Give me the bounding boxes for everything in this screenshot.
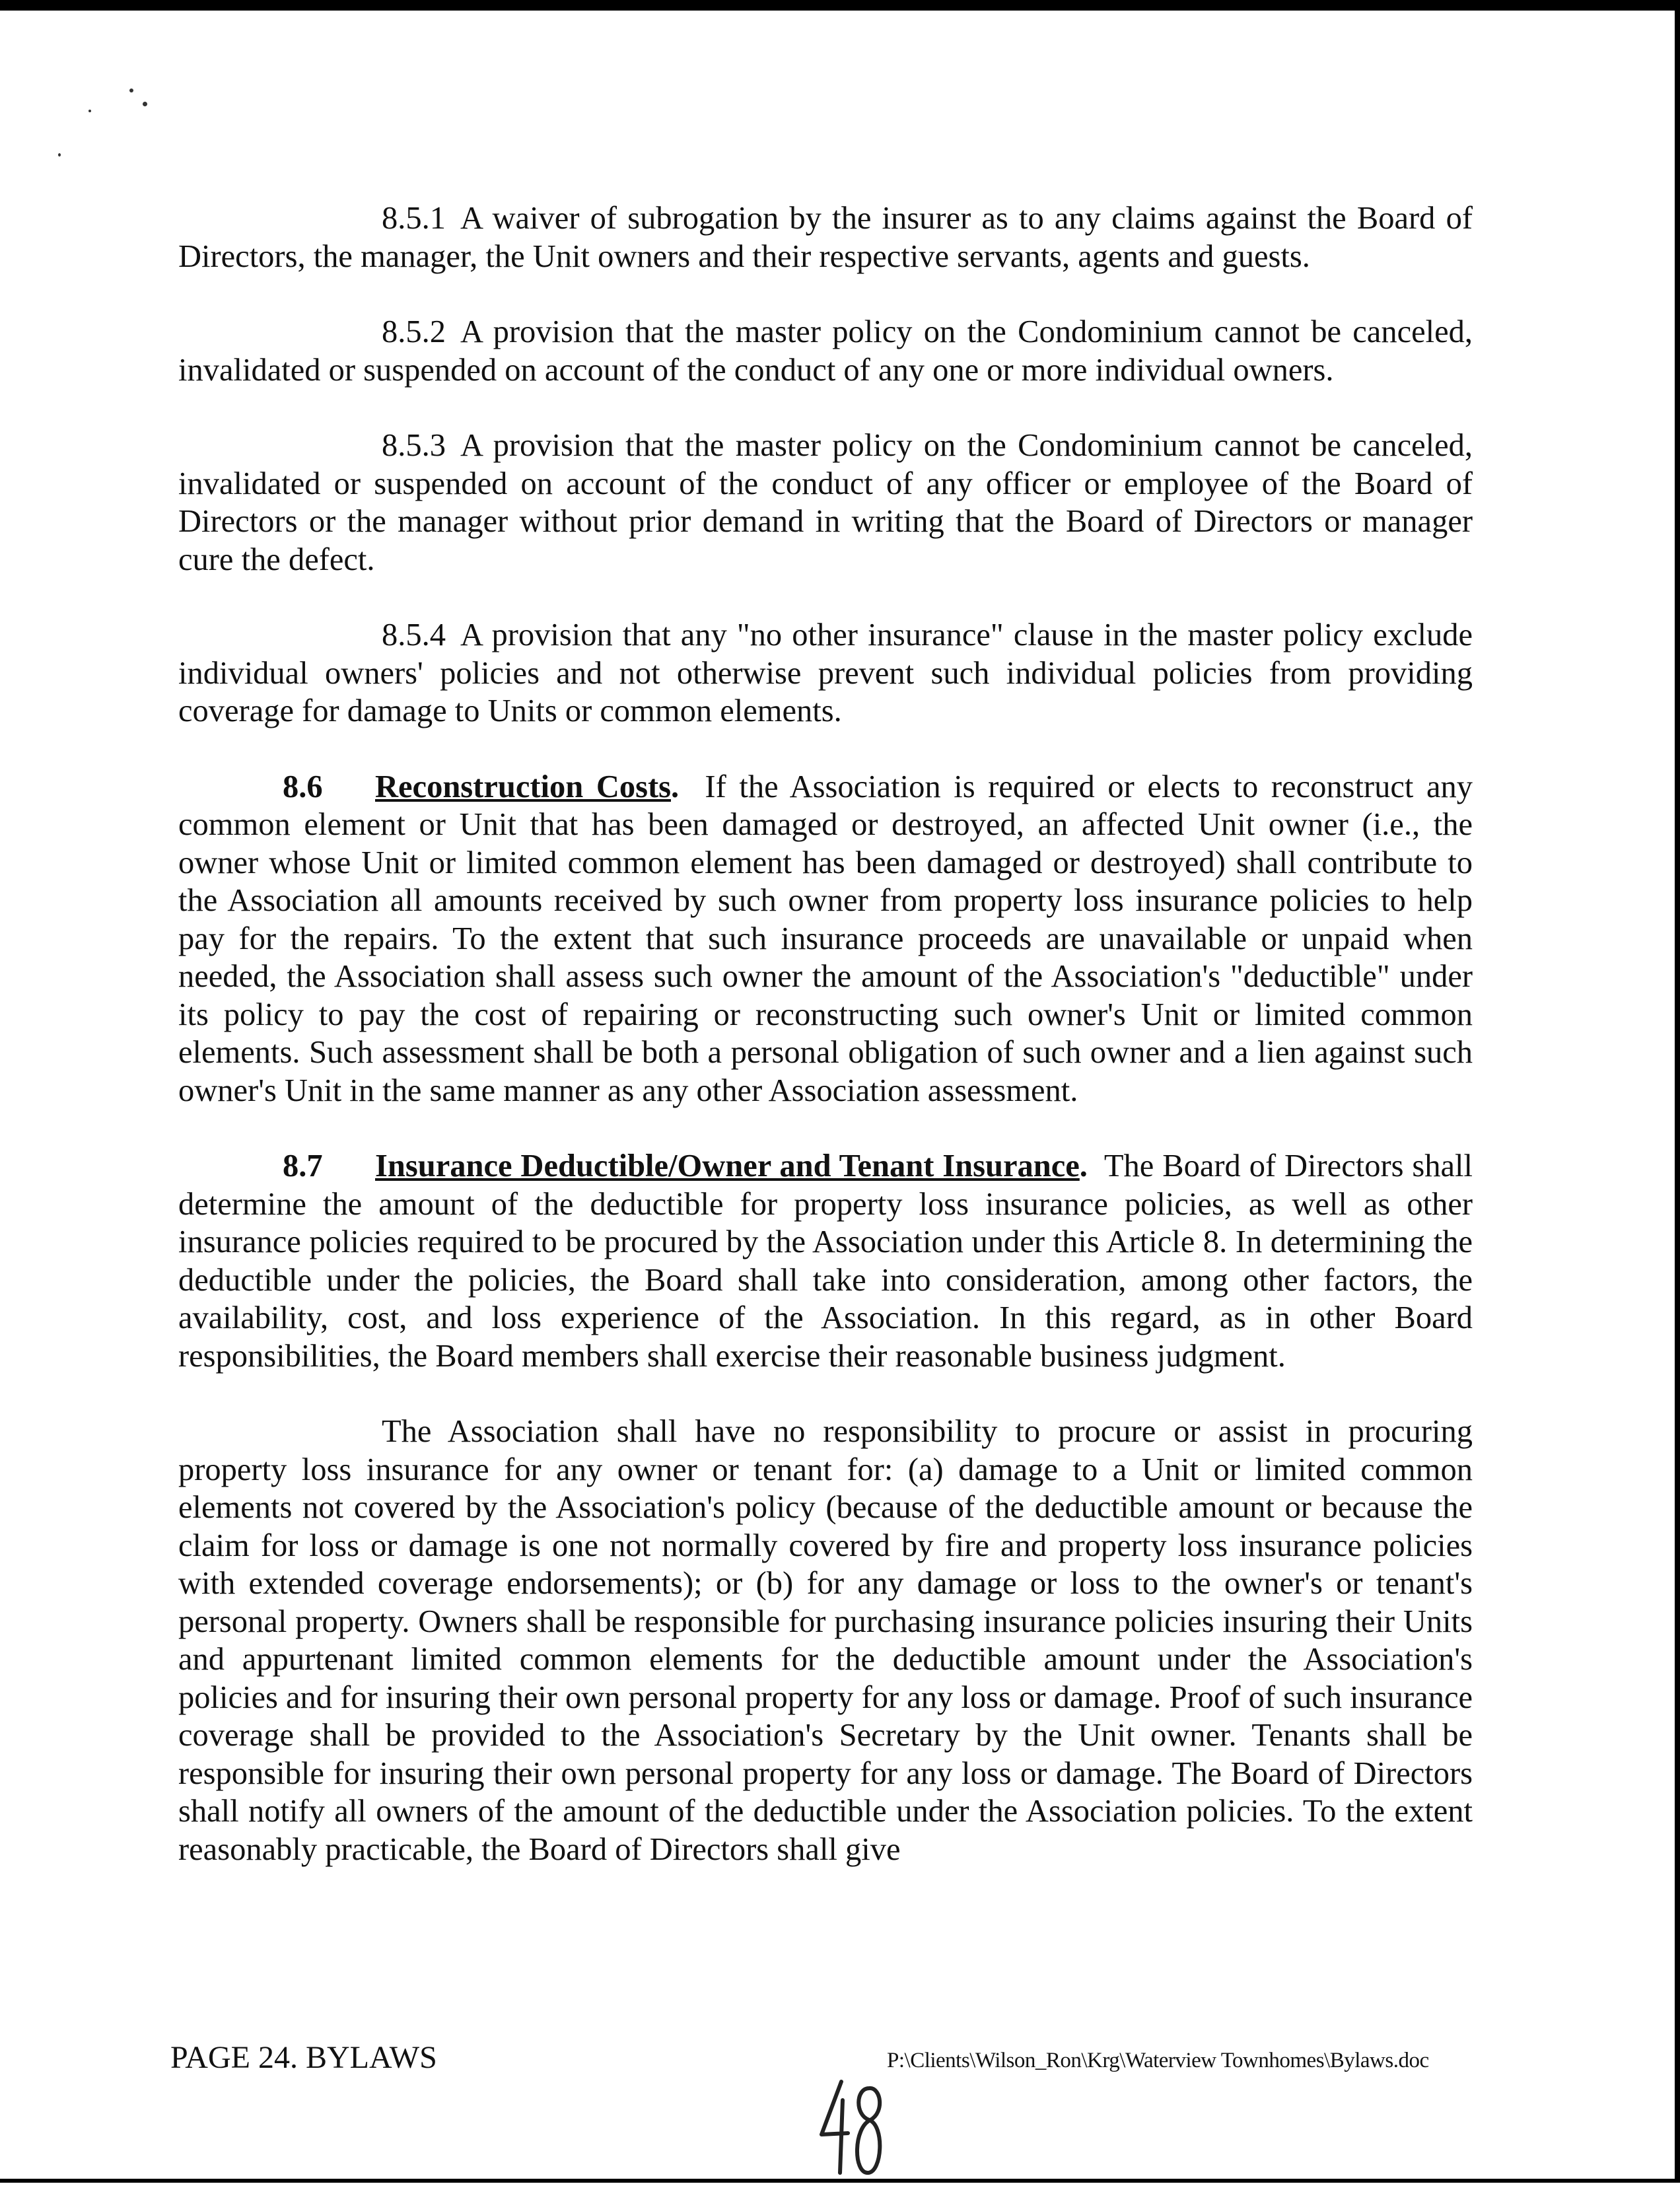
section-8-5-1 — [178, 199, 1473, 275]
section-text: The Board of Directors shall determine the amount of the deductible for property loss insurance policies, as well as other insurance policies required to be procured by the Association under this Article 8. In determining the deductible under the policies, the Board shall take into consideration, among other factors, the availability, cost, and loss experience of the Association. In this regard, as in other Board responsibilities, the Board members shall exercise their reasonable business judgment. — [178, 1148, 1473, 1374]
page-label: PAGE 24. BYLAWS — [170, 2040, 437, 2075]
section-number: 8.5.3 — [382, 428, 446, 463]
section-8-7-continuation — [178, 1413, 1473, 1868]
section-title: Insurance Deductible/Owner and Tenant Insurance — [375, 1148, 1080, 1183]
section-number: 8.5.4 — [382, 617, 446, 652]
section-8-7: 8.7 Insurance Deductible/Owner and Tenant Insurance. The Board of Directors shall determine the amount of the deductible for property loss insurance policies, as well as other insurance policies required to be procured by the Association under this Article 8. In determining the deductible under the policies, the Board shall take into consideration, among other factors, the availability, cost, and loss experience of the Association. In this regard, as in other Board responsibilities, the Board members shall exercise their reasonable business judgment. — [178, 1148, 1473, 1374]
file-path: P:\Clients\Wilson_Ron\Krg\Waterview Townhomes\Bylaws.doc — [887, 2049, 1429, 2072]
scan-border-right — [1675, 0, 1680, 2183]
section-number: 8.5.1 — [382, 201, 446, 236]
section-number: 8.6 — [283, 769, 323, 804]
section-8-5-3 — [178, 427, 1473, 579]
section-text: If the Association is required or elects to reconstruct any common element or Unit that has been damaged or destroyed, an affected Unit owner (i.e., the owner whose Unit or limited common element has been damaged or destroyed) shall contribute to the Association all amounts received by such owner from property loss insurance policies to help pay for the repairs. To the extent that such insurance proceeds are unavailable or unpaid when needed, the Association shall assess such owner the amount of the Association's "deductible" under its policy to pay the cost of repairing or reconstructing such owner's Unit or limited common elements. Such assessment shall be both a personal obligation of such owner and a lien against such owner's Unit in the same manner as any other Association assessment. — [178, 769, 1473, 1108]
section-text: A waiver of subrogation by the insurer as to any claims against the Board of Directors, the manager, the Unit owners and their respective servants, agents and guests. — [178, 201, 1473, 274]
section-8-6: 8.6 Reconstruction Costs. If the Association is required or elects to reconstruct any common element or Unit that has been damaged or destroyed, an affected Unit owner (i.e., the owner whose Unit or limited common element has been damaged or destroyed) shall contribute to the Association all amounts received by such owner from property loss insurance policies to help pay for the repairs. To the extent that such insurance proceeds are unavailable or unpaid when needed, the Association shall assess such owner the amount of the Association's "deductible" under its policy to pay the cost of repairing or reconstructing such owner's Unit or limited common elements. Such assessment shall be both a personal obligation of such owner and a lien against such owner's Unit in the same manner as any other Association assessment. — [178, 769, 1473, 1108]
section-number: 8.5.2 — [382, 314, 446, 349]
scan-speck — [58, 153, 61, 157]
section-text: A provision that any "no other insurance" clause in the master policy exclude individual owners' policies and not otherwise prevent such individual policies from providing coverage for damage to Units or common elements. — [178, 617, 1473, 728]
section-text: A provision that the master policy on the Condominium cannot be canceled, invalidated or suspended on account of the conduct of any one or more individual owners. — [178, 314, 1473, 388]
document-body — [178, 199, 1473, 1906]
section-title: Reconstruction Costs — [375, 769, 672, 804]
section-8-5-2 — [178, 313, 1473, 389]
scan-border-top — [0, 0, 1680, 11]
scan-speck — [129, 88, 133, 92]
section-text: A provision that the master policy on the Condominium cannot be canceled, invalidated or suspended on account of the conduct of any officer or employee of the Board of Directors or the manager without prior demand in writing that the Board of Directors or manager cure the defect. — [178, 428, 1473, 577]
section-8-5-4 — [178, 616, 1473, 730]
handwritten-page-number — [816, 2074, 889, 2186]
scan-speck — [88, 110, 91, 112]
section-text: The Association shall have no responsibility to procure or assist in procuring property loss insurance for any owner or tenant for: (a) damage to a Unit or limited common elements not covered by the Association's policy (because of the deductible amount or because the claim for loss or damage is one not normally covered by fire and property loss insurance policies with extended coverage endorsements); or (b) for any damage or loss to the owner's or tenant's personal property. Owners shall be responsible for purchasing insurance policies insuring their Units and appurtenant limited common elements for the deductible amount under the Association's policies and for insuring their own personal property for any loss or damage. Proof of such insurance coverage shall be provided to the Association's Secretary by the Unit owner. Tenants shall be responsible for insuring their own personal property for any loss or damage. The Board of Directors shall notify all owners of the amount of the deductible under the Association policies. To the extent reasonably practicable, the Board of Directors shall give — [178, 1414, 1473, 1867]
scan-speck — [143, 102, 147, 106]
section-number: 8.7 — [283, 1148, 323, 1183]
